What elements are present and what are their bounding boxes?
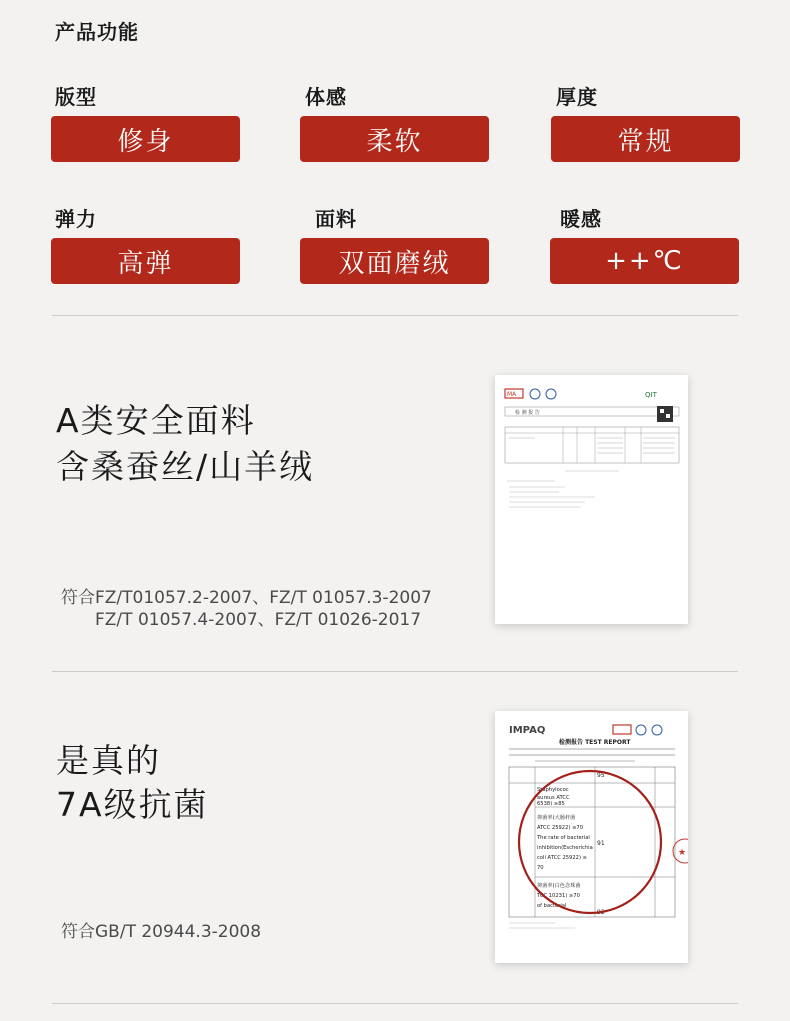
svg-text:inhibition(Escherichia: inhibition(Escherichia [537, 845, 593, 851]
attr-label-fabric: 面料 [315, 207, 357, 231]
attr-value-fabric: 双面磨绒 [300, 238, 489, 284]
svg-text:The rate of bacterial: The rate of bacterial [537, 835, 590, 841]
svg-text:of bacterial: of bacterial [537, 903, 567, 909]
report2-value-3: 92 [597, 909, 605, 916]
cert1-title-line2: 含桑蚕丝/山羊绒 [56, 447, 315, 486]
attr-value-fit: 修身 [51, 116, 240, 162]
svg-text:70: 70 [537, 865, 544, 871]
cert2-title-line1: 是真的 [56, 741, 161, 780]
report-document-icon [495, 711, 688, 963]
svg-text:ATCC 25922) ≥70: ATCC 25922) ≥70 [537, 825, 584, 831]
test-report-image-1 [495, 375, 688, 624]
highlight-circle [519, 771, 661, 913]
attr-label-fit: 版型 [55, 85, 97, 109]
cert1-title-line1: A类安全面料 [56, 401, 256, 440]
attr-value-warmth: ++℃ [550, 238, 739, 284]
report2-value-2: 91 [597, 840, 605, 847]
report2-value-1: 95 [597, 772, 605, 779]
svg-text:MA: MA [507, 391, 517, 398]
section-title: 产品功能 [55, 20, 139, 44]
attr-label-warmth: 暖感 [560, 207, 602, 231]
svg-text:aureus ATCC: aureus ATCC [537, 795, 570, 801]
svg-text:Staphylococ: Staphylococ [537, 787, 569, 793]
svg-text:抑菌率(白色念珠菌: 抑菌率(白色念珠菌 [537, 883, 581, 889]
divider [52, 315, 738, 316]
divider [52, 1003, 738, 1004]
report2-brand: IMPAQ [509, 725, 546, 736]
report1-brand: QIT [645, 391, 657, 399]
cert2-standard: 符合GB/T 20944.3-2008 [61, 922, 262, 942]
svg-text:coli ATCC 25922) ≥: coli ATCC 25922) ≥ [537, 855, 587, 861]
attr-label-elasticity: 弹力 [55, 207, 97, 231]
report2-heading: 检测报告 TEST REPORT [559, 739, 631, 746]
attr-label-feel: 体感 [305, 85, 347, 109]
report1-heading: 检 测 报 告 [515, 410, 540, 416]
svg-text:★: ★ [678, 848, 687, 858]
cert1-standard-line2: FZ/T 01057.4-2007、FZ/T 01026-2017 [95, 610, 422, 630]
test-report-image-2 [495, 711, 688, 963]
report-document-icon [495, 375, 688, 624]
cert2-title-line2: 7A级抗菌 [56, 785, 209, 824]
attr-value-thickness: 常规 [551, 116, 740, 162]
cert1-standard-line1: 符合FZ/T01057.2-2007、FZ/T 01057.3-2007 [61, 588, 432, 608]
attr-label-thickness: 厚度 [556, 85, 598, 109]
svg-text:抑菌率(大肠杆菌: 抑菌率(大肠杆菌 [537, 815, 576, 821]
svg-text:TCC 10231) ≥70: TCC 10231) ≥70 [537, 893, 580, 899]
svg-text:6538) ≥85: 6538) ≥85 [537, 801, 565, 807]
divider [52, 671, 738, 672]
attr-value-feel: 柔软 [300, 116, 489, 162]
attr-value-elasticity: 高弹 [51, 238, 240, 284]
